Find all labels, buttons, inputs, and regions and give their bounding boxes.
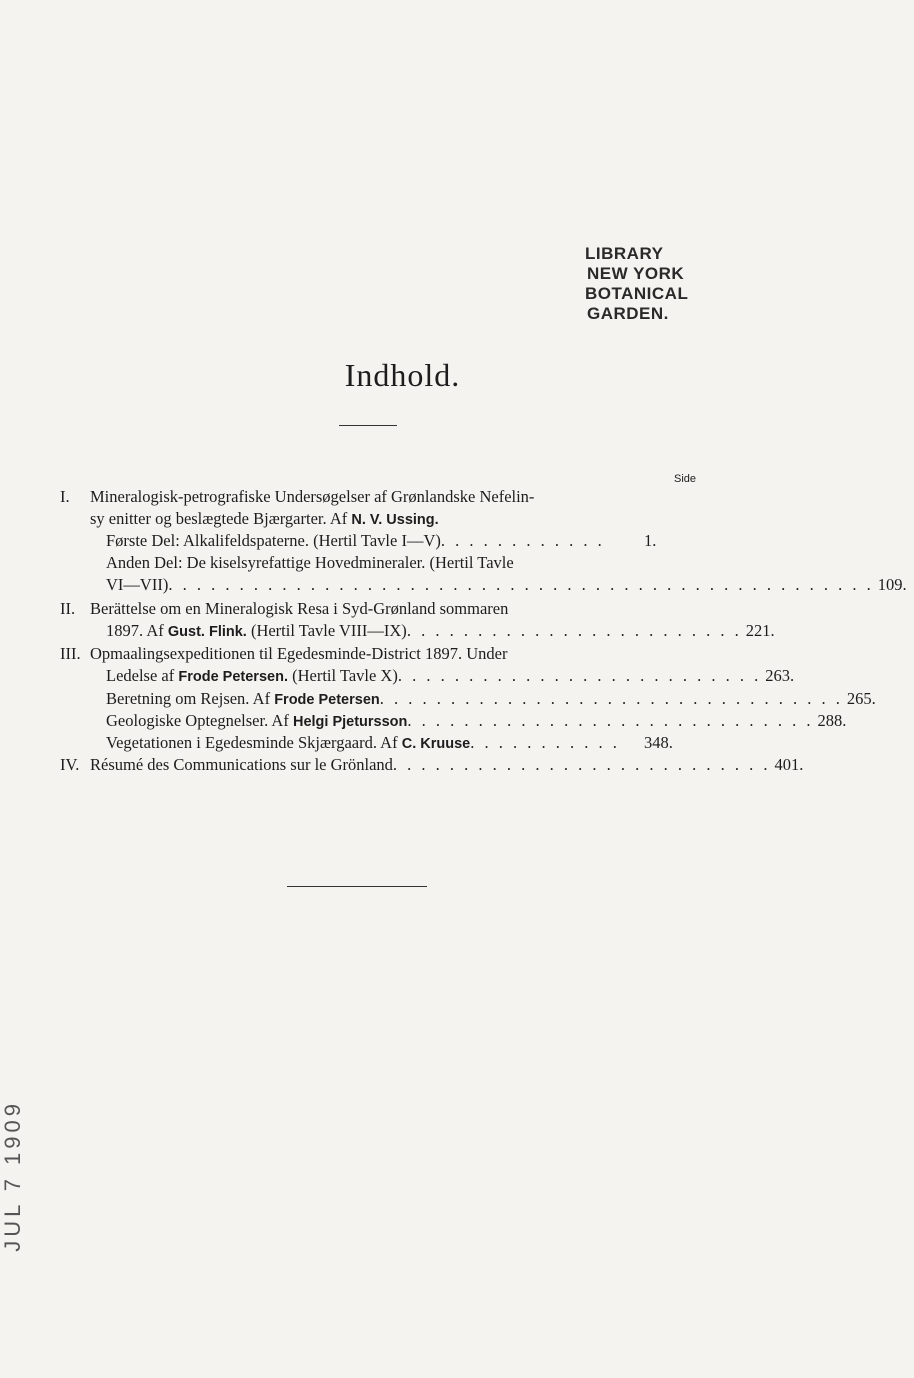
- page-number: 221.: [745, 621, 775, 640]
- toc-row: 1897. Af Gust. Flink. (Hertil Tavle VIII—IX) . . . . . . . . . . . . . . . . . . . . . . . . 221.: [106, 621, 680, 642]
- page-number: 288.: [817, 711, 847, 730]
- entry-title: Berättelse om en Mineralogisk Resa i Syd-Grønland sommaren: [90, 599, 509, 618]
- author: N. V. Ussing.: [351, 512, 439, 528]
- entry-title-cont: sy enitter og beslægtede Bjærgarter. Af N. V. Ussing.: [90, 509, 439, 528]
- closing-divider: [287, 886, 427, 887]
- stamp-line: BOTANICAL: [585, 284, 689, 303]
- entry-title: Opmaalingsexpeditionen til Egedesminde-District 1897. Under: [90, 644, 508, 663]
- toc-row: Résumé des Communications sur le Grönland . . . . . . . . . . . . . . . . . . . . . . . . . . . 401.: [90, 755, 680, 775]
- entry-number: III.: [60, 644, 81, 663]
- page-number: 401.: [774, 755, 804, 774]
- stamp-line: NEW YORK: [587, 264, 685, 283]
- entry-title: Anden Del: De kiselsyrefattige Hovedmineraler. (Hertil Tavle: [106, 553, 514, 572]
- toc-row: Første Del: Alkalifeldspaterne. (Hertil Tavle I—V) . . . . . . . . . . . . 1.: [106, 531, 680, 551]
- page-number: 265.: [846, 689, 876, 708]
- entry-number: I.: [60, 487, 70, 506]
- author: Frode Petersen: [274, 692, 380, 708]
- stamp-line: LIBRARY: [585, 244, 664, 263]
- page-number: 109.: [877, 575, 907, 594]
- stamp-line: GARDEN.: [587, 304, 669, 323]
- page-number: 1.: [644, 531, 657, 550]
- toc-row: Beretning om Rejsen. Af Frode Petersen . . . . . . . . . . . . . . . . . . . . . . . . . . . . . . . . . 265.: [106, 689, 680, 710]
- title-divider: [339, 425, 397, 426]
- entry-number: IV.: [60, 755, 80, 774]
- page-title: Indhold.: [344, 357, 461, 393]
- author: Gust. Flink.: [167, 624, 247, 640]
- toc-row: Ledelse af Frode Petersen. (Hertil Tavle X) . . . . . . . . . . . . . . . . . . . . . . . . . . 263.: [106, 666, 680, 687]
- page-number: 263.: [765, 666, 795, 685]
- author: Helgi Pjetursson: [292, 714, 408, 730]
- author: C. Kruuse: [401, 736, 471, 752]
- entry-number: II.: [60, 599, 76, 618]
- page-column-label: Side: [674, 473, 697, 485]
- margin-stamp: JUL 7 1909: [0, 1100, 25, 1252]
- page-number: 348.: [644, 733, 673, 752]
- toc-row: Geologiske Optegnelser. Af Helgi Pjetursson . . . . . . . . . . . . . . . . . . . . . . . . . . . . . 288.: [106, 711, 680, 732]
- toc-row: VI—VII) . . . . . . . . . . . . . . . . . . . . . . . . . . . . . . . . . . . . . . . . . . . . . . . . . . 109.: [106, 575, 680, 595]
- library-stamp: [585, 244, 688, 324]
- toc-row: Vegetationen i Egedesminde Skjærgaard. Af C. Kruuse . . . . . . . . . . . 348.: [106, 733, 680, 754]
- author: Frode Petersen.: [178, 669, 288, 685]
- entry-title: Mineralogisk-petrografiske Undersøgelser af Grønlandske Nefelin-: [90, 487, 535, 506]
